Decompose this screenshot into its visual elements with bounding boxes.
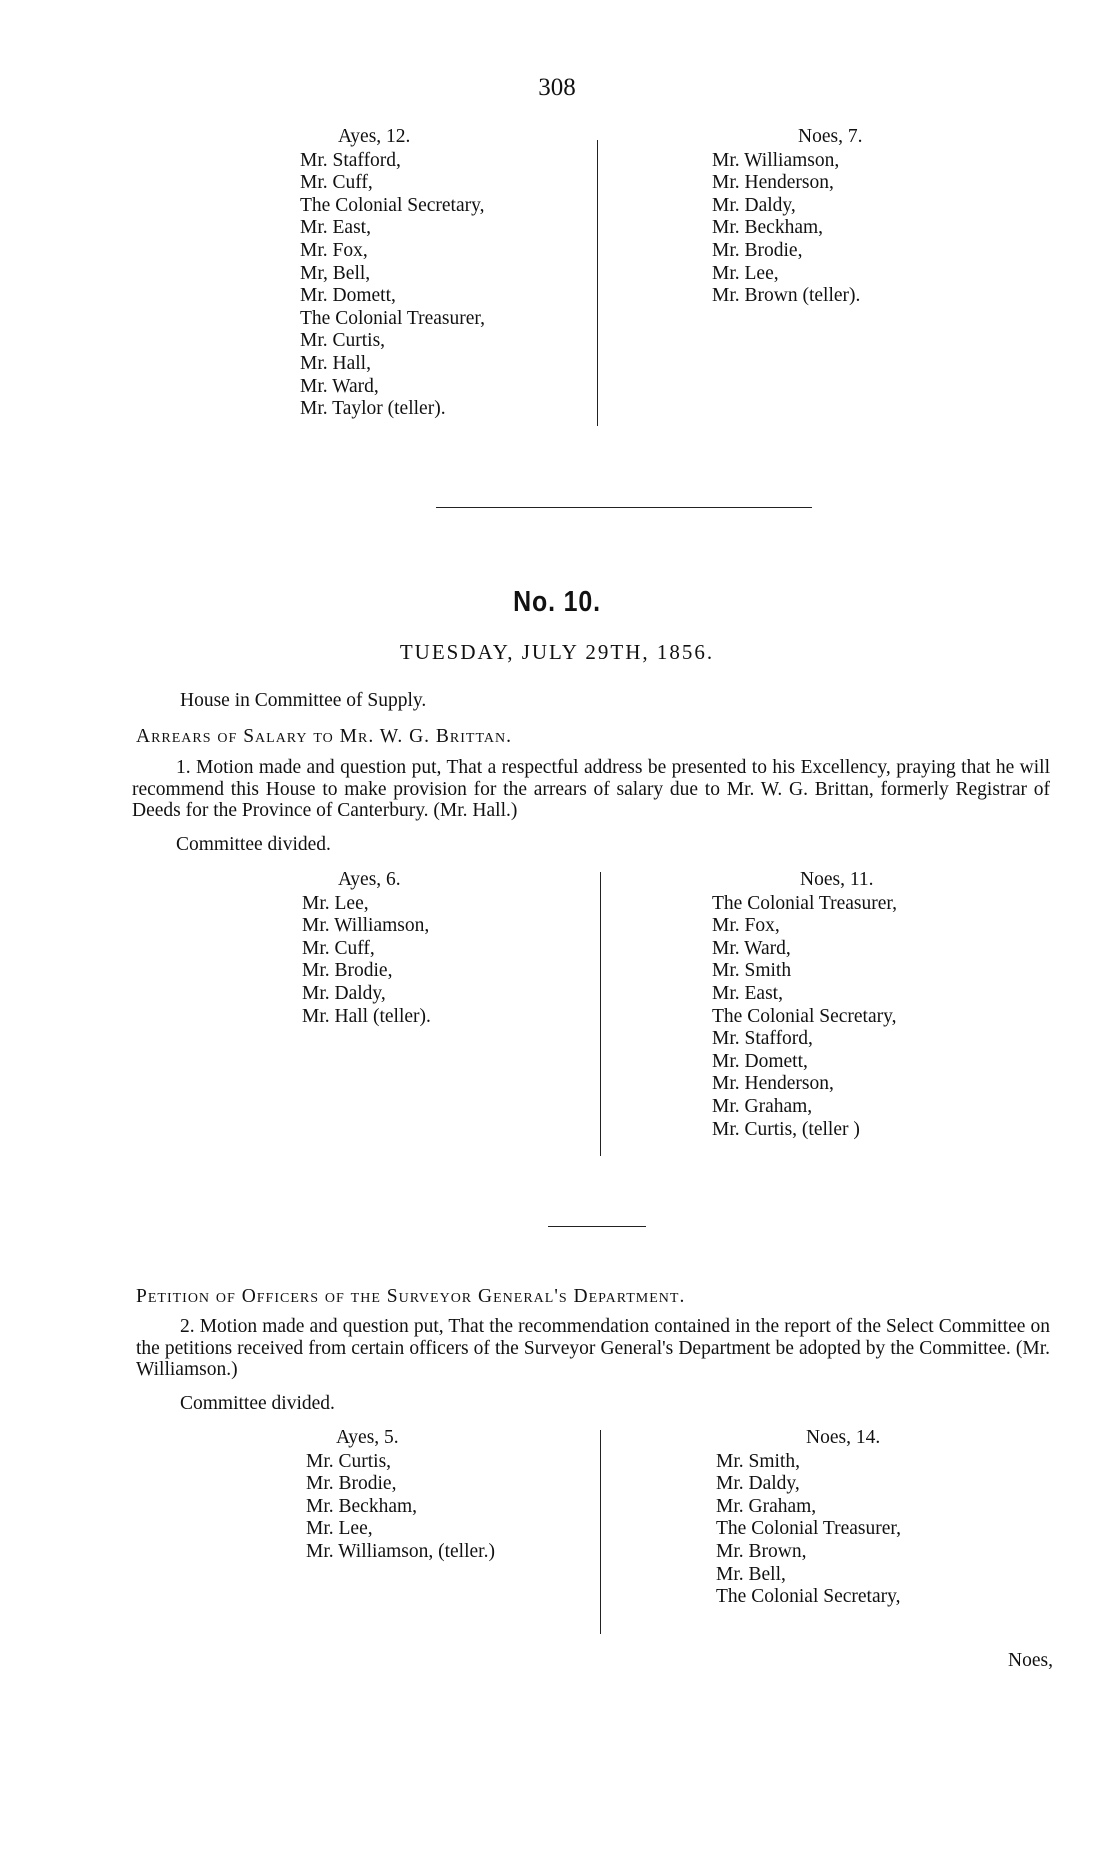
member-name: Mr. Daldy, xyxy=(302,982,386,1004)
vote1-noes-column xyxy=(712,126,862,308)
item1-ayes-column xyxy=(302,869,431,1028)
item1-divider xyxy=(600,872,601,1156)
member-name: The Colonial Treasurer, xyxy=(716,1518,901,1540)
member-name: Mr. Taylor (teller). xyxy=(300,398,446,420)
member-name: Mr. Ward, xyxy=(712,937,791,959)
item2-ayes-column xyxy=(306,1427,495,1564)
section-rule xyxy=(436,507,812,508)
item-rule xyxy=(548,1226,646,1227)
member-name: Mr. Smith, xyxy=(716,1450,800,1472)
item2-ayes-list xyxy=(306,1451,495,1564)
member-name: The Colonial Secretary, xyxy=(300,194,485,216)
member-name: Mr. Smith xyxy=(712,960,792,982)
member-name: Mr. Stafford, xyxy=(712,1028,813,1050)
member-name: The Colonial Treasurer, xyxy=(300,307,485,329)
item1-divided: Committee divided. xyxy=(176,834,331,855)
member-name: Mr. Stafford, xyxy=(300,149,401,171)
item2-noes-list xyxy=(716,1451,901,1609)
member-name: Mr. Williamson, xyxy=(302,915,430,937)
member-name: Mr. Cuff, xyxy=(302,937,375,959)
member-name: Mr, Bell, xyxy=(300,262,371,284)
member-name: Mr. Curtis, (teller ) xyxy=(712,1118,860,1140)
vote1-ayes-heading: Ayes, 12. xyxy=(338,126,411,147)
member-name: Mr. Daldy, xyxy=(712,194,796,216)
item1-ayes-list xyxy=(302,893,431,1029)
member-name: Mr. Brown, xyxy=(716,1540,807,1562)
member-name: Mr. Bell, xyxy=(716,1563,786,1585)
item1-motion xyxy=(132,757,1050,822)
member-name: Mr. Domett, xyxy=(300,285,396,307)
member-name: Mr. Lee, xyxy=(712,262,779,284)
member-name: Mr. East, xyxy=(300,217,371,239)
member-name: Mr. Fox, xyxy=(712,915,780,937)
member-name: Mr. Williamson, xyxy=(712,149,840,171)
member-name: Mr. Graham, xyxy=(712,1095,813,1117)
member-name: The Colonial Secretary, xyxy=(716,1586,901,1608)
item2-divided: Committee divided. xyxy=(180,1393,335,1414)
item2-divider xyxy=(600,1430,601,1634)
page-number: 308 xyxy=(538,74,576,101)
item2-noes-heading: Noes, 14. xyxy=(806,1427,881,1448)
member-name: Mr. Henderson, xyxy=(712,1073,834,1095)
member-name: Mr. Brodie, xyxy=(306,1473,397,1495)
section-number: No. 10. xyxy=(513,586,601,618)
item2-ayes-heading: Ayes, 5. xyxy=(336,1427,399,1448)
section-date: TUESDAY, JULY 29TH, 1856. xyxy=(399,640,715,664)
vote1-noes-list xyxy=(712,150,862,308)
item1-noes-list xyxy=(712,893,897,1142)
member-name: Mr. Graham, xyxy=(716,1495,817,1517)
item1-heading: Arrears of Salary to Mr. W. G. Brittan. xyxy=(136,726,512,747)
member-name: The Colonial Treasurer, xyxy=(712,892,897,914)
item1-noes-heading: Noes, 11. xyxy=(800,869,874,890)
member-name: Mr. Cuff, xyxy=(300,172,373,194)
member-name: Mr. Beckham, xyxy=(712,217,824,239)
vote1-ayes-list xyxy=(300,150,485,421)
member-name: Mr. Beckham, xyxy=(306,1495,418,1517)
member-name: Mr. Ward, xyxy=(300,375,379,397)
catchword: Noes, xyxy=(1008,1650,1053,1671)
item2-motion-text: 2. Motion made and question put, That the recommendation contained in the report of the Select Committee on the petitions received from certain officers of the Surveyor General's Department be adopted by the Committee. (Mr. Williamson.) xyxy=(136,1316,1050,1380)
house-in-committee: House in Committee of Supply. xyxy=(180,690,427,711)
member-name: Mr. Lee, xyxy=(306,1518,373,1540)
member-name: Mr. Hall (teller). xyxy=(302,1005,431,1027)
item2-noes-column xyxy=(716,1427,901,1609)
member-name: Mr. Lee, xyxy=(302,892,369,914)
member-name: Mr. Curtis, xyxy=(306,1450,392,1472)
vote1-noes-heading: Noes, 7. xyxy=(798,126,863,147)
vote1-divider xyxy=(597,140,598,426)
member-name: Mr. Brodie, xyxy=(302,960,393,982)
member-name: Mr. Brown (teller). xyxy=(712,285,861,307)
item2-heading: Petition of Officers of the Surveyor General's Department. xyxy=(136,1286,686,1307)
item2-motion xyxy=(136,1316,1050,1381)
member-name: Mr. Fox, xyxy=(300,239,368,261)
vote1-ayes-column xyxy=(300,126,485,421)
member-name: Mr. Domett, xyxy=(712,1050,808,1072)
item1-noes-column xyxy=(712,869,897,1141)
member-name: Mr. Brodie, xyxy=(712,239,803,261)
member-name: Mr. Hall, xyxy=(300,352,371,374)
member-name: The Colonial Secretary, xyxy=(712,1005,897,1027)
member-name: Mr. Henderson, xyxy=(712,172,834,194)
member-name: Mr. Williamson, (teller.) xyxy=(306,1540,495,1562)
item1-motion-text: 1. Motion made and question put, That a respectful address be presented to his Excellency, praying that he will recommend this House to make provision for the arrears of salary due to Mr. W. G. Brittan, formerly Registrar of Deeds for the Province of Canterbury. (Mr. Hall.) xyxy=(132,757,1050,821)
member-name: Mr. East, xyxy=(712,982,783,1004)
item1-ayes-heading: Ayes, 6. xyxy=(338,869,401,890)
member-name: Mr. Daldy, xyxy=(716,1473,800,1495)
member-name: Mr. Curtis, xyxy=(300,330,386,352)
